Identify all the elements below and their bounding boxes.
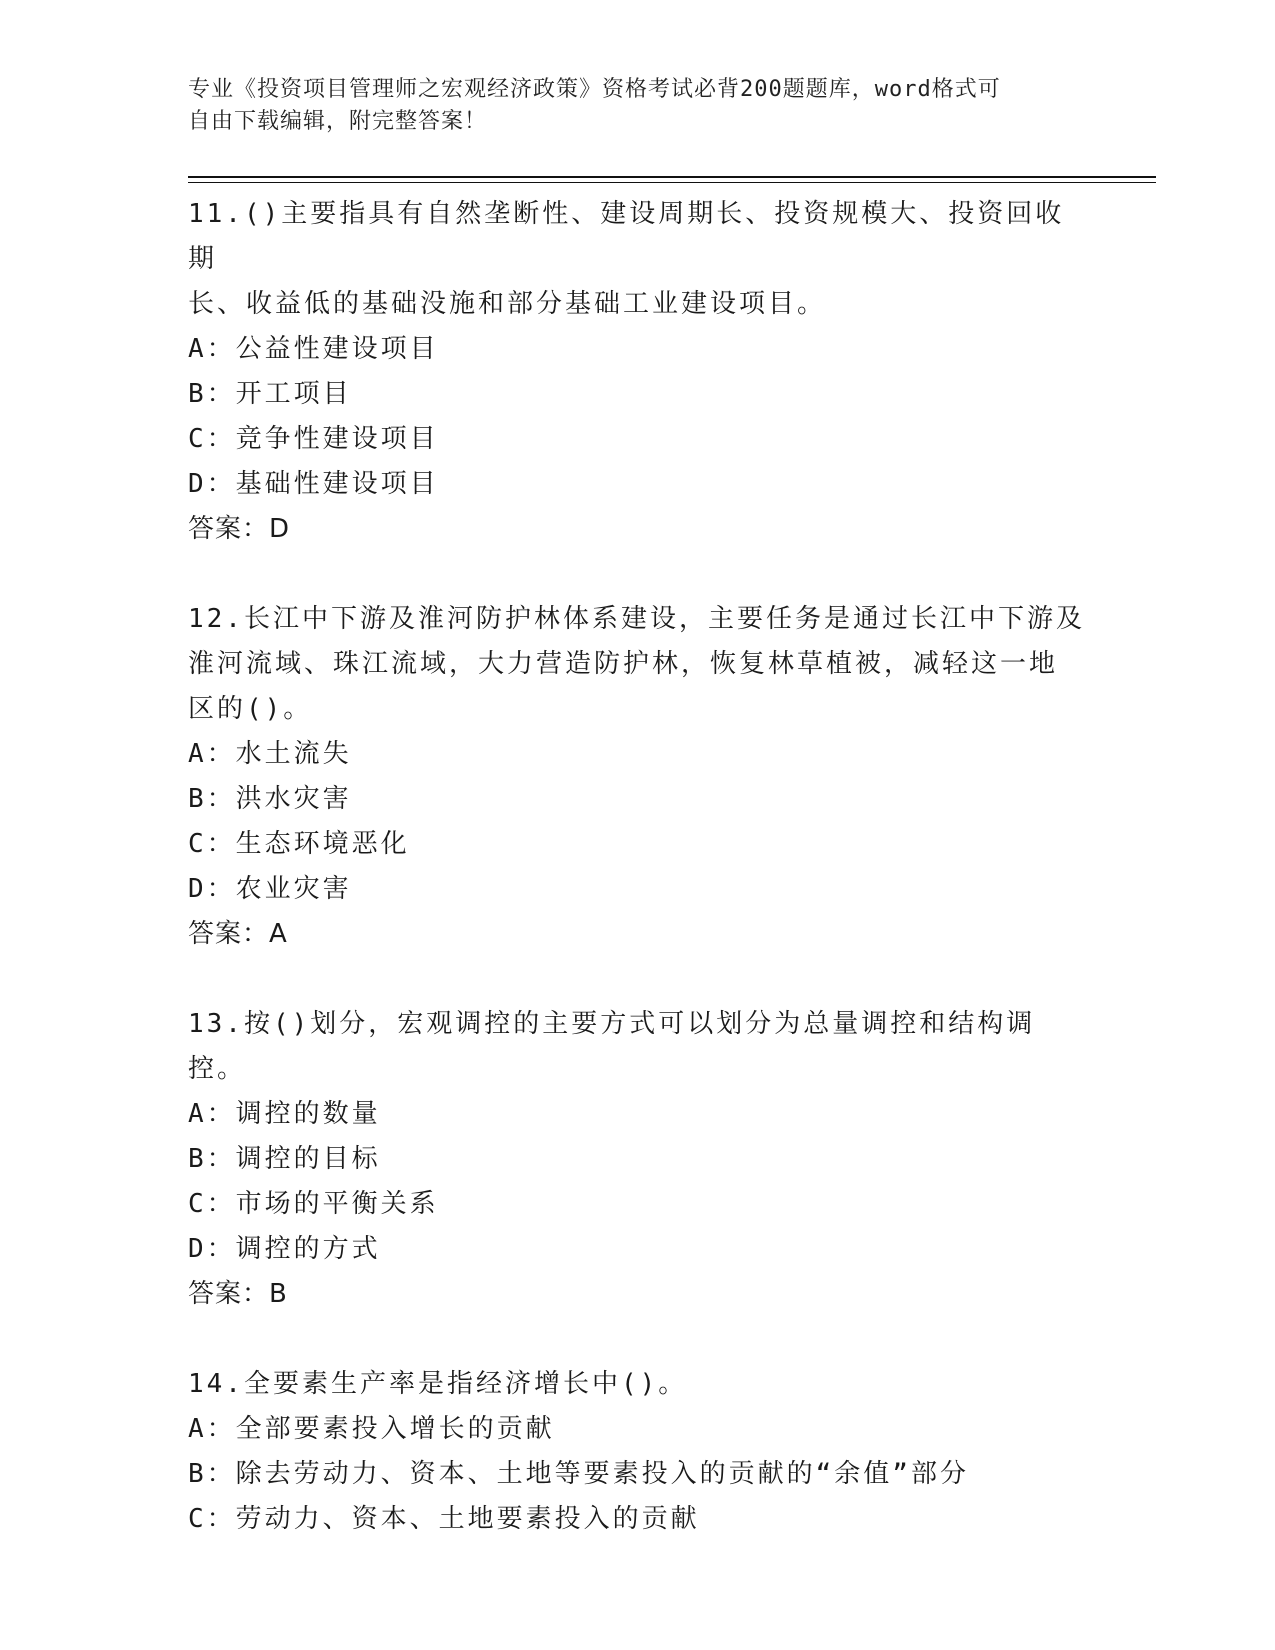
document-header bbox=[188, 74, 1068, 138]
option-d: D：调控的方式 bbox=[188, 1234, 381, 1264]
question-13 bbox=[188, 1002, 1088, 1317]
question-stem: 区的()。 bbox=[188, 694, 313, 724]
option-b: B：洪水灾害 bbox=[188, 784, 352, 814]
option-a: A：公益性建设项目 bbox=[188, 334, 439, 364]
question-11 bbox=[188, 192, 1088, 552]
question-stem: 14.全要素生产率是指经济增长中()。 bbox=[188, 1369, 688, 1399]
option-d: D：农业灾害 bbox=[188, 874, 352, 904]
option-b: B：开工项目 bbox=[188, 379, 352, 409]
question-14 bbox=[188, 1362, 1088, 1542]
option-d: D：基础性建设项目 bbox=[188, 469, 439, 499]
question-stem: 12.长江中下游及淮河防护林体系建设，主要任务是通过长江中下游及 bbox=[188, 604, 1085, 634]
option-c: C：生态环境恶化 bbox=[188, 829, 410, 859]
header-rule-thick bbox=[188, 176, 1156, 178]
option-a: A：水土流失 bbox=[188, 739, 352, 769]
option-a: A：全部要素投入增长的贡献 bbox=[188, 1414, 555, 1444]
spacer bbox=[188, 1317, 1088, 1362]
option-c: C：劳动力、资本、土地要素投入的贡献 bbox=[188, 1504, 700, 1534]
answer: 答案：D bbox=[188, 514, 291, 544]
option-b: B：除去劳动力、资本、土地等要素投入的贡献的“余值”部分 bbox=[188, 1459, 969, 1489]
option-c: C：市场的平衡关系 bbox=[188, 1189, 439, 1219]
option-c: C：竞争性建设项目 bbox=[188, 424, 439, 454]
option-a: A：调控的数量 bbox=[188, 1099, 381, 1129]
question-list bbox=[188, 192, 1088, 1542]
question-stem: 长、收益低的基础没施和部分基础工业建设项目。 bbox=[188, 289, 827, 319]
header-line-1: 专业《投资项目管理师之宏观经济政策》资格考试必背200题题库，word格式可 bbox=[188, 77, 1001, 102]
question-12 bbox=[188, 597, 1088, 957]
question-stem: 淮河流域、珠江流域，大力营造防护林，恢复林草植被，减轻这一地 bbox=[188, 649, 1059, 679]
header-rule-thin bbox=[188, 182, 1156, 183]
question-stem: 11.()主要指具有自然垄断性、建设周期长、投资规模大、投资回收期 bbox=[188, 199, 1065, 274]
header-line-2: 自由下载编辑，附完整答案！ bbox=[188, 109, 488, 134]
question-stem: 13.按()划分，宏观调控的主要方式可以划分为总量调控和结构调控。 bbox=[188, 1009, 1036, 1084]
option-b: B：调控的目标 bbox=[188, 1144, 381, 1174]
spacer bbox=[188, 957, 1088, 1002]
spacer bbox=[188, 552, 1088, 597]
answer: 答案：A bbox=[188, 919, 288, 949]
answer: 答案：B bbox=[188, 1279, 288, 1309]
